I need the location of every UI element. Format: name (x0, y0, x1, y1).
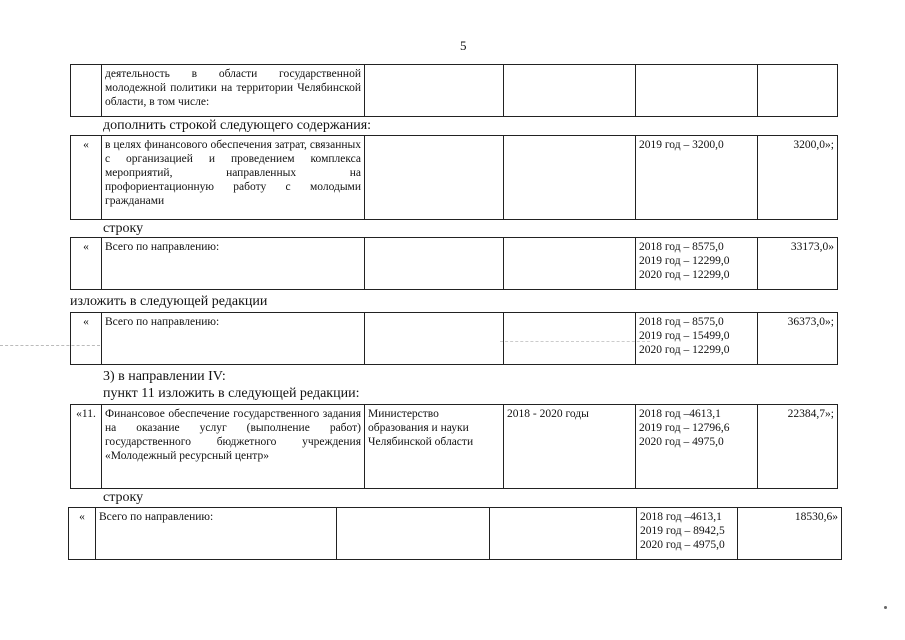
table-row (69, 508, 842, 560)
executor-cell (365, 238, 504, 290)
year-line: 2019 год – 15499,0 (639, 330, 730, 342)
instruction-text: пункт 11 изложить в следующей редакции: (103, 386, 360, 401)
period-cell (504, 238, 636, 290)
instruction-text: строку (103, 221, 144, 236)
total-cell: 33173,0» (758, 238, 838, 290)
year-line: 2019 год – 12796,6 (639, 422, 730, 434)
year-line: 2018 год – 8575,0 (639, 241, 724, 253)
total-cell: 18530,6» (738, 508, 842, 560)
total-cell: 3200,0»; (758, 136, 838, 220)
year-line: 2018 год –4613,1 (639, 408, 721, 420)
total-cell: 22384,7»; (758, 405, 838, 489)
period-cell (504, 313, 636, 365)
table-row (71, 405, 838, 489)
scan-artifact-line (0, 345, 100, 346)
table-direction-total (68, 507, 842, 560)
year-line: 2019 год – 8942,5 (640, 525, 725, 537)
description-cell: Всего по направлению: (96, 508, 337, 560)
period-cell (490, 508, 637, 560)
table-old-total (70, 237, 838, 290)
instruction-text: строку (103, 490, 144, 505)
total-cell (758, 65, 838, 117)
table-row (71, 65, 838, 117)
instruction-text: изложить в следующей редакции (70, 294, 268, 309)
year-line: 2020 год – 12299,0 (639, 269, 730, 281)
page-number: 5 (460, 38, 467, 53)
mark-cell (71, 65, 102, 117)
mark-cell: « (71, 238, 102, 290)
table-item-11 (70, 404, 838, 489)
mark-cell: « (69, 508, 96, 560)
executor-cell: Министерство образования и науки Челябинской области (365, 405, 504, 489)
description-cell: в целях финансового обеспечения затрат, связанных с организацией и проведением комплекса мероприятий, направленных на профориентационную работу с молодыми гражданами (102, 136, 365, 220)
mark-cell: « (71, 136, 102, 220)
years-cell (637, 508, 738, 560)
description-cell: деятельность в области государственной молодежной политики на территории Челябинской области, в том числе: (102, 65, 365, 117)
year-line: 2019 год – 12299,0 (639, 255, 730, 267)
executor-cell (365, 136, 504, 220)
period-cell (504, 136, 636, 220)
table-new-total (70, 312, 838, 365)
table-added-row (70, 135, 838, 220)
executor-cell (337, 508, 490, 560)
description-cell: Всего по направлению: (102, 313, 365, 365)
table-continuation (70, 64, 838, 117)
years-cell (636, 405, 758, 489)
mark-cell: « (71, 313, 102, 365)
description-cell: Финансовое обеспечение государственного задания на оказание услуг (выполнение работ) государственного бюджетного учреждения «Молодежный ресурсный центр» (102, 405, 365, 489)
period-cell: 2018 - 2020 годы (504, 405, 636, 489)
scan-speck (884, 606, 887, 609)
years-cell (636, 65, 758, 117)
year-line: 2020 год – 4975,0 (640, 539, 725, 551)
executor-cell (365, 65, 504, 117)
years-cell: 2019 год – 3200,0 (636, 136, 758, 220)
years-cell (636, 313, 758, 365)
table-row (71, 136, 838, 220)
mark-cell: «11. (71, 405, 102, 489)
instruction-text: 3) в направлении IV: (103, 369, 226, 384)
description-cell: Всего по направлению: (102, 238, 365, 290)
year-line: 2020 год – 12299,0 (639, 344, 730, 356)
years-cell (636, 238, 758, 290)
year-line: 2020 год – 4975,0 (639, 436, 724, 448)
scan-artifact-line (500, 341, 650, 342)
year-line: 2018 год – 8575,0 (639, 316, 724, 328)
period-cell (504, 65, 636, 117)
executor-cell (365, 313, 504, 365)
instruction-text: дополнить строкой следующего содержания: (103, 118, 372, 133)
table-row (71, 313, 838, 365)
table-row (71, 238, 838, 290)
total-cell: 36373,0»; (758, 313, 838, 365)
year-line: 2018 год –4613,1 (640, 511, 722, 523)
